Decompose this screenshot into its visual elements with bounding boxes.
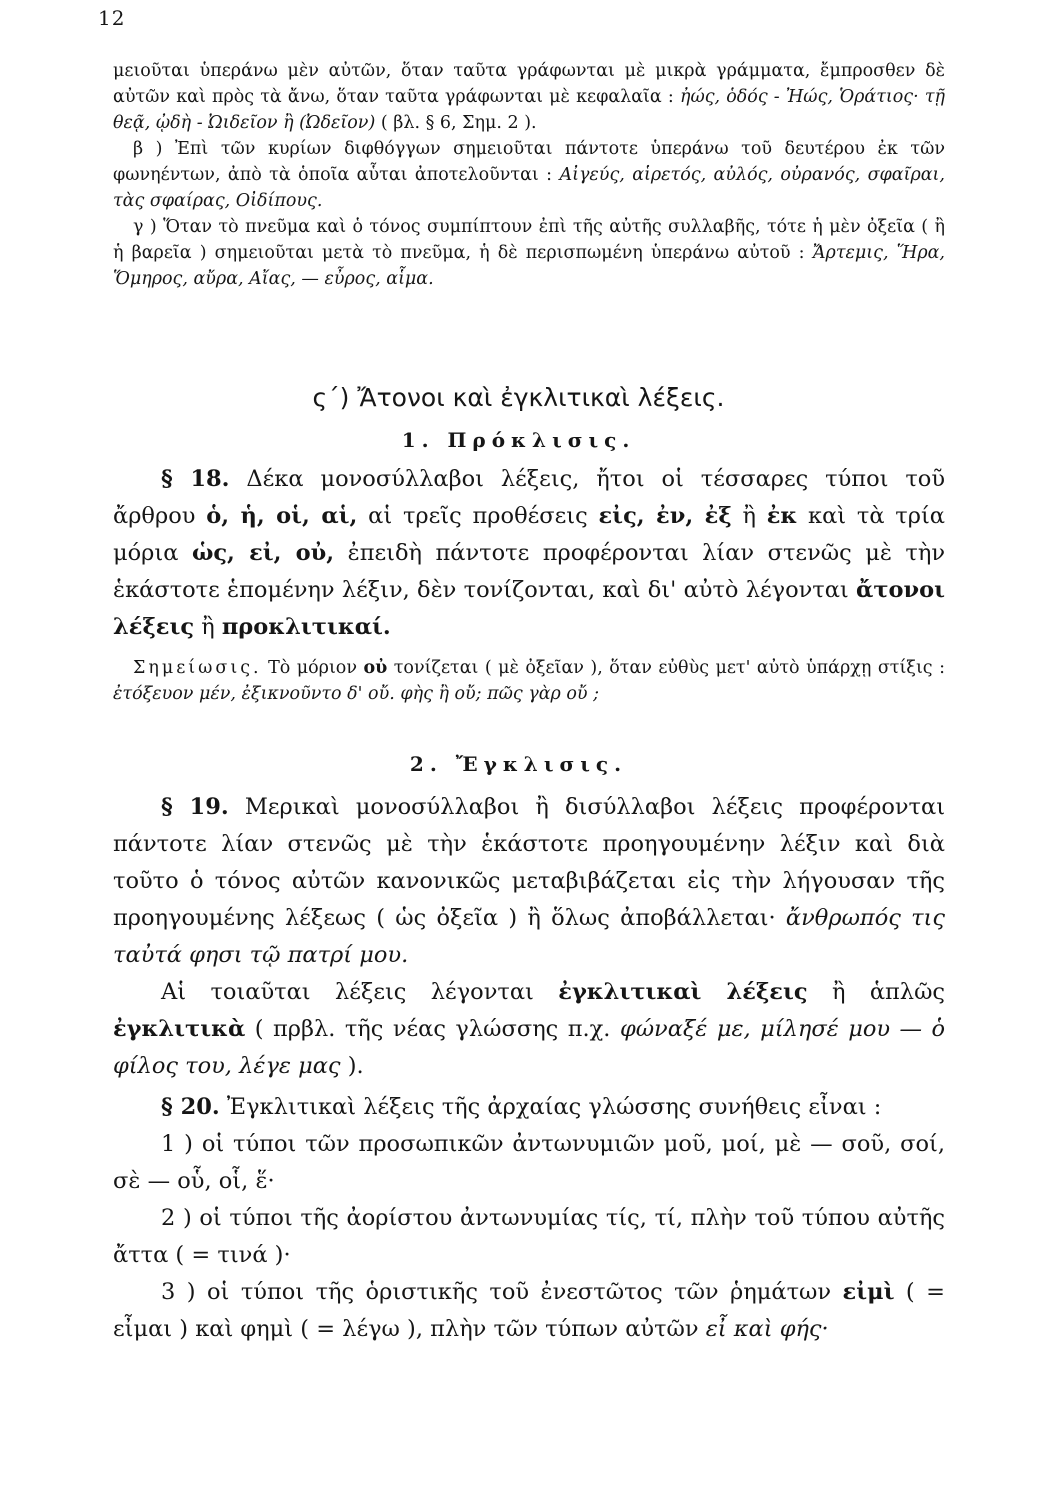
beta-examples: Αἰγεύς, αἱρετός, αὐλός, οὐρανός, σφαῖραι, τὰς σφαίρας, Οἰδίπους.: [113, 165, 945, 211]
subheading-enclisis: 2. Ἔγκλισις.: [409, 752, 628, 776]
section-number-19: § 19.: [161, 794, 229, 820]
rule-beta: β ) Ἐπὶ τῶν κυρίων διφθόγγων σημειοῦται πάντοτε ὑπεράνω τοῦ δευτέρου ἐκ τῶν φωνηέντων, ἀπὸ τὰ ὁποῖα αὗται ἀποτελοῦνται : Αἰγεύς, αἱρετός, αὐλός, οὐρανός, σφαῖραι, τὰς σφαίρας, Οἰδίπους.: [113, 139, 945, 211]
note-block: Σημείωσις. Τὸ μόριον οὐ τονίζεται ( μὲ ὀξεῖαν ), ὅταν εὐθὺς μετ' αὐτὸ ὑπάρχῃ στίξις : ἐτόξευον μέν, ἐξικνοῦντο δ' οὔ. φὴς ἢ οὔ; πῶς γὰρ οὔ ;: [113, 658, 945, 704]
p19-example: ἄνθρωπός τις ταὐτά φησι τῷ πατρί μου.: [113, 905, 945, 968]
note-label: Σημείωσις.: [133, 658, 262, 678]
list-item-3: 3 ) οἱ τύποι τῆς ὁριστικῆς τοῦ ἐνεστῶτος τῶν ῥημάτων εἰμὶ ( = εἶμαι ) καὶ φημὶ ( = λέγω ), πλὴν τῶν τύπων αὐτῶν εἶ καὶ φής·: [113, 1279, 946, 1342]
section-number-20: § 20.: [161, 1094, 220, 1120]
page-number: 12: [98, 6, 126, 30]
subheading-proclisis: 1. Πρόκλισις.: [401, 428, 636, 452]
paragraph-19: § 19. Μερικαὶ μονοσύλλαβοι ἢ δισύλλαβοι λέξεις προφέρονται πάντοτε λίαν στενῶς μὲ τὴν ἑκάστοτε προηγουμένην λέξιν καὶ διὰ τοῦτο ὁ τόνος αὐτῶν κανονικῶς μεταβιβάζεται εἰς τὴν λήγουσαν τῆς προηγουμένης λέξεως ( ὡς ὀξεῖα ) ἢ ὅλως ἀποβάλλεται· ἄνθρωπός τις ταὐτά φησι τῷ πατρί μου. Αἱ τοιαῦται λέξεις λέγονται ἐγκλιτικαὶ λέξεις ἢ ἁπλῶς ἐγκλιτικὰ ( πρβλ. τῆς νέας γλώσσης π.χ. φώναξέ με, μίλησέ μου — ὁ φίλος του, λέγε μας ).: [113, 794, 946, 1079]
section-number-18: § 18.: [161, 466, 230, 492]
gamma-examples: Ἄρτεμις, Ἥρα, Ὅμηρος, αὔρα, Αἴας, — εὖρος, αἷμα.: [113, 243, 945, 289]
modern-greek-example: φώναξέ με, μίλησέ μου — ὁ φίλος του, λέγε μας: [113, 1016, 946, 1079]
paragraph-18: § 18. Δέκα μονοσύλλαβοι λέξεις, ἤτοι οἱ τέσσαρες τύποι τοῦ ἄρθρου ὁ, ἡ, οἱ, αἱ, αἱ τρεῖς προθέσεις εἰς, ἐν, ἐξ ἢ ἐκ καὶ τὰ τρία μόρια ὡς, εἰ, οὐ, ἐπειδὴ πάντοτε προφέρονται λίαν στενῶς μὲ τὴν ἑκάστοτε ἑπομένην λέξιν, δὲν τονίζονται, καὶ δι' αὐτὸ λέγονται ἄτονοι λέξεις ἢ προκλιτικαί.: [113, 466, 946, 640]
alpha-examples: ἠώς, ὁδός - Ἠώς, Ὁράτιος· τῇ θεᾷ, ᾠδὴ - Ὠιδεῖον ἢ (Ὠδεῖον): [113, 87, 945, 133]
intro-block: [113, 58, 945, 292]
list-item-1: 1 ) οἱ τύποι τῶν προσωπικῶν ἀντωνυμιῶν μοῦ, μοί, μὲ — σοῦ, σοί, σὲ — οὗ, οἷ, ἕ·: [113, 1131, 945, 1194]
rule-gamma: γ ) Ὅταν τὸ πνεῦμα καὶ ὁ τόνος συμπίπτουν ἐπὶ τῆς αὐτῆς συλλαβῆς, τότε ἡ μὲν ὀξεῖα ( ἢ ἡ βαρεῖα ) σημειοῦται μετὰ τὸ πνεῦμα, ἡ δὲ περισπωμένη ὑπεράνω αὐτοῦ : Ἄρτεμις, Ἥρα, Ὅμηρος, αὔρα, Αἴας, — εὖρος, αἷμα.: [113, 217, 945, 289]
paragraph-20: § 20. Ἐγκλιτικαὶ λέξεις τῆς ἀρχαίας γλώσσης συνήθεις εἶναι : 1 ) οἱ τύποι τῶν προσωπικῶν ἀντωνυμιῶν μοῦ, μοί, μὲ — σοῦ, σοί, σὲ — οὗ, οἷ, ἕ· 2 ) οἱ τύποι τῆς ἀορίστου ἀντωνυμίας τίς, τί, πλὴν τοῦ τύπου αὐτῆς ἄττα ( = τινά )· 3 ) οἱ τύποι τῆς ὁριστικῆς τοῦ ἐνεστῶτος τῶν ῥημάτων εἰμὶ ( = εἶμαι ) καὶ φημὶ ( = λέγω ), πλὴν τῶν τύπων αὐτῶν εἶ καὶ φής·: [113, 1089, 945, 1348]
section-heading: ς΄) Ἄτονοι καὶ ἐγκλιτικαὶ λέξεις.: [312, 383, 725, 412]
note-examples: ἐτόξευον μέν, ἐξικνοῦντο δ' οὔ. φὴς ἢ οὔ; πῶς γὰρ οὔ ;: [113, 684, 600, 704]
rule-alpha-continued: μειοῦται ὑπεράνω μὲν αὐτῶν, ὅταν ταῦτα γράφωνται μὲ μικρὰ γράμματα, ἔμπροσθεν δὲ αὐτῶν καὶ πρὸς τὰ ἄνω, ὅταν ταῦτα γράφωνται μὲ κεφαλαῖα : ἠώς, ὁδός - Ἠώς, Ὁράτιος· τῇ θεᾷ, ᾠδὴ - Ὠιδεῖον ἢ (Ὠδεῖον) ( βλ. § 6, Σημ. 2 ).: [113, 61, 945, 133]
list-item-2: 2 ) οἱ τύποι τῆς ἀορίστου ἀντωνυμίας τίς, τί, πλὴν τοῦ τύπου αὐτῆς ἄττα ( = τινά )·: [113, 1205, 945, 1268]
